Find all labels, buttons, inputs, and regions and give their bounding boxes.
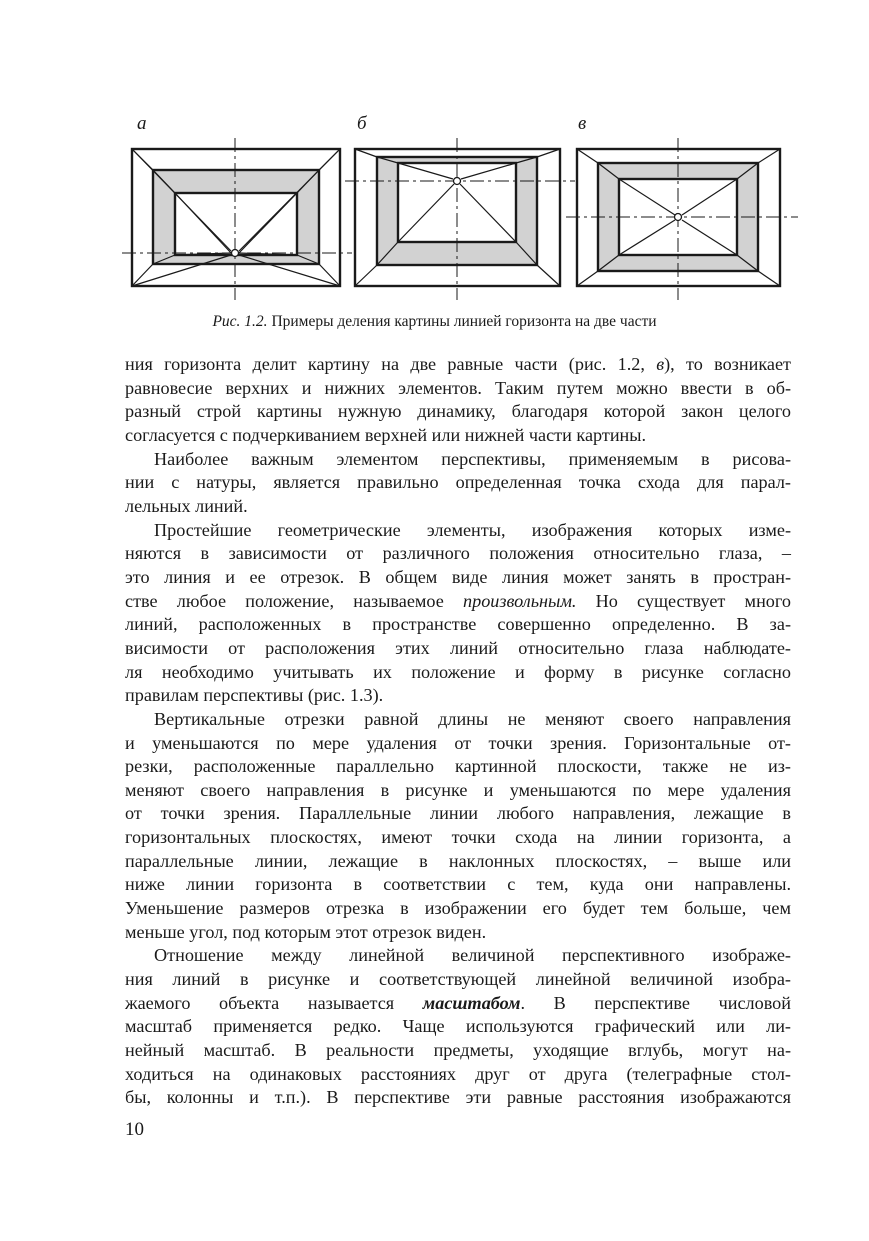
figure-panel-a <box>122 138 352 300</box>
text-line: нейный масштаб. В реальности предметы, уходящие вглубь, могут на- <box>125 1040 791 1061</box>
body-text <box>125 353 791 1110</box>
text-line: нии с натуры, является правильно определенная точка схода для парал- <box>125 472 791 493</box>
figure-panel-v <box>566 138 798 300</box>
text-line: лельных линий. <box>125 495 248 516</box>
text-line: меняют своего направления в рисунке и уменьшаются по мере удаления <box>125 779 791 800</box>
caption-text: Примеры деления картины линией горизонта на две части <box>271 313 657 330</box>
text-line: висимости от расположения этих линий относительно глаза наблюдате- <box>125 637 791 658</box>
vanishing-point <box>454 178 461 185</box>
text-line: ния линий в рисунке и соответствующей линейной величиной изобра- <box>125 969 791 990</box>
text-line: разный строй картины нужную динамику, благодаря которой закон целого <box>125 401 791 422</box>
text-line: от точки зрения. Параллельные линии любого направления, лежащие в <box>125 803 791 824</box>
caption-number: Рис. 1.2. <box>212 313 268 330</box>
text-line: меньше угол, под которым этот отрезок виден. <box>125 921 487 942</box>
vanishing-point <box>232 250 239 257</box>
text-line: ния горизонта делит картину на две равные части (рис. 1.2, в), то возникает <box>125 354 791 374</box>
paragraph-3 <box>125 519 791 708</box>
text-line: резки, расположенные параллельно картинной плоскости, также не из- <box>125 756 791 777</box>
text-line: горизонтальных плоскостях, имеют точки схода на линии горизонта, а <box>125 827 791 848</box>
figure-label-a: а <box>137 113 147 134</box>
text-line: параллельные линии, лежащие в наклонных плоскостях, – выше или <box>125 850 791 871</box>
text-line: правилам перспективы (рис. 1.3). <box>125 685 384 706</box>
figure-label-v: в <box>578 113 587 134</box>
text-line: и уменьшаются по мере удаления от точки зрения. Горизонтальные от- <box>125 732 791 753</box>
text-line: стве любое положение, называемое произвольным. Но существует много <box>125 590 791 611</box>
text-line: Вертикальные отрезки равной длины не меняют своего направления <box>154 708 791 729</box>
text-line: няются в зависимости от различного положения относительно глаза, – <box>125 543 791 564</box>
figure-label-b: б <box>357 113 367 134</box>
text-line: равновесие верхних и нижних элементов. Таким путем можно ввести в об- <box>125 377 791 398</box>
paragraph-4 <box>125 708 791 945</box>
text-line: Уменьшение размеров отрезка в изображении его будет тем больше, чем <box>125 898 791 919</box>
paragraph-2 <box>125 448 791 519</box>
vanishing-point <box>675 214 682 221</box>
text-line: жаемого объекта называется масштабом. В перспективе числовой <box>125 992 792 1013</box>
paragraph-5 <box>125 944 791 1110</box>
text-line: это линия и ее отрезок. В общем виде линия может занять в простран- <box>125 566 791 587</box>
paragraph-1 <box>125 353 791 448</box>
text-line: Простейшие геометрические элементы, изображения которых изме- <box>154 519 791 540</box>
text-line: ходиться на одинаковых расстояниях друг от друга (телеграфные стол- <box>125 1063 791 1084</box>
figure-caption <box>0 313 869 331</box>
text-line: ниже линии горизонта в соответствии с тем, куда они направлены. <box>125 874 791 895</box>
text-line: согласуется с подчеркиванием верхней или нижней части картины. <box>125 424 647 445</box>
page-number: 10 <box>125 1119 144 1140</box>
text-line: масштаб применяется редко. Чаще используются графический или ли- <box>125 1016 791 1037</box>
text-line: Отношение между линейной величиной перспективного изображе- <box>154 945 791 966</box>
inner-frame <box>175 193 297 255</box>
text-line: Наиболее важным элементом перспективы, применяемым в рисова- <box>154 448 791 469</box>
figure-panel-b <box>345 138 575 300</box>
text-line: бы, колонны и т.п.). В перспективе эти равные расстояния изображаются <box>125 1087 791 1108</box>
term-scale: масштабом <box>422 992 521 1013</box>
text-line: ля необходимо учитывать их положение и форму в рисунке согласно <box>125 661 791 682</box>
text-line: линий, расположенных в пространстве совершенно определенно. В за- <box>125 614 791 635</box>
